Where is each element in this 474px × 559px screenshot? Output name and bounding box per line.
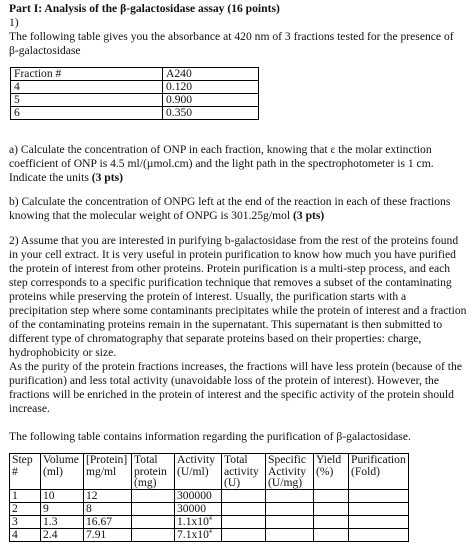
q2-line: of the contaminating proteins remain in the supernatant. This supernatant is then submitted to bbox=[9, 318, 443, 331]
purification-row bbox=[10, 528, 409, 541]
cell-activity: 30000 bbox=[175, 502, 222, 515]
q2-line: increase. bbox=[9, 402, 50, 415]
header-a240: A240 bbox=[163, 68, 259, 81]
cell-protein: 16.67 bbox=[84, 515, 132, 528]
cell-volume: 1.3 bbox=[41, 515, 84, 528]
question-1a-line-2: coefficient of ONP is 4.5 ml/(µmol.cm) and the light path in the spectrophotometer is 1 cm. bbox=[9, 157, 434, 170]
header-fraction: Fraction # bbox=[11, 68, 163, 81]
header-yield bbox=[314, 454, 349, 490]
fraction-cell: 5 bbox=[11, 94, 163, 107]
header-line: Total bbox=[134, 453, 158, 466]
absorbance-cell: 0.120 bbox=[163, 81, 259, 94]
exponent-mark: 4 bbox=[208, 528, 212, 535]
cell-purification-fold bbox=[349, 489, 409, 502]
cell-specific-activity bbox=[266, 528, 314, 541]
cell-purification-fold bbox=[349, 528, 409, 541]
header-specific-activity bbox=[266, 454, 314, 490]
cell-purification-fold bbox=[349, 515, 409, 528]
question-1-intro-line-1: The following table gives you the absorbance at 420 nm of 3 fractions tested for the presence of bbox=[9, 30, 454, 43]
purification-header-row bbox=[10, 454, 409, 490]
cell-total-protein bbox=[132, 528, 175, 541]
header-line: activity bbox=[224, 464, 259, 478]
header-line: Total bbox=[224, 453, 248, 466]
header-line: (Fold) bbox=[351, 464, 380, 478]
header-step bbox=[10, 454, 41, 490]
cell-yield bbox=[314, 489, 349, 502]
cell-specific-activity bbox=[266, 489, 314, 502]
header-line: (ml) bbox=[43, 464, 63, 478]
purification-row bbox=[10, 489, 409, 502]
header-volume bbox=[41, 454, 84, 490]
question-1b-text: knowing that the molecular weight of ONPG is 301.25g/mol bbox=[9, 209, 294, 222]
question-1a-text: Indicate the units bbox=[9, 171, 92, 184]
fraction-cell: 4 bbox=[11, 81, 163, 94]
question-1a-points: (3 pts) bbox=[91, 171, 123, 184]
absorbance-cell: 0.350 bbox=[163, 107, 259, 120]
cell-total-activity bbox=[222, 489, 266, 502]
cell-total-activity bbox=[222, 502, 266, 515]
part-title: Part I: Analysis of the β-galactosidase assay (16 points) bbox=[9, 2, 280, 15]
activity-value: 1.1x10 bbox=[177, 514, 209, 528]
q2-line: in your cell extract. It is very useful in protein purification to know how much you have purified bbox=[9, 248, 456, 261]
q2-line: proteins while preserving the protein of interest. Usually, the purification starts with a bbox=[9, 290, 407, 303]
header-line: Yield bbox=[316, 453, 342, 466]
q2-line: purification) and less total activity (unavoidable loss of the protein of interest). However, the bbox=[9, 374, 439, 387]
question-1b-line-2 bbox=[9, 209, 467, 223]
header-line: Specific bbox=[268, 453, 306, 466]
cell-volume: 2.4 bbox=[41, 528, 84, 541]
cell-yield bbox=[314, 515, 349, 528]
purification-row bbox=[10, 515, 409, 528]
cell-specific-activity bbox=[266, 515, 314, 528]
cell-yield bbox=[314, 502, 349, 515]
question-1a bbox=[9, 143, 467, 185]
q2-line: fractions will be enriched in the protein of interest and the specific activity of the protein should bbox=[9, 388, 454, 401]
fraction-cell: 6 bbox=[11, 107, 163, 120]
activity-value: 7.1x10 bbox=[177, 527, 209, 541]
header-line: Step bbox=[12, 453, 33, 466]
header-line: (mg) bbox=[134, 476, 157, 489]
cell-activity bbox=[175, 528, 222, 541]
cell-total-protein bbox=[132, 515, 175, 528]
header-protein-concentration bbox=[84, 454, 132, 490]
exponent-mark: 4 bbox=[208, 515, 212, 522]
cell-yield bbox=[314, 528, 349, 541]
absorbance-header-row bbox=[11, 68, 259, 81]
question-1b-points: (3 pts) bbox=[293, 209, 325, 222]
purification-table bbox=[9, 453, 409, 542]
cell-activity bbox=[175, 515, 222, 528]
cell-purification-fold bbox=[349, 502, 409, 515]
q2-line: different type of chromatography that separate proteins based on their properties: charge, bbox=[9, 332, 422, 345]
question-1a-line-1: a) Calculate the concentration of ONP in each fraction, knowing that ε the molar extinction bbox=[9, 143, 432, 156]
q2-line: step corresponds to a specific purification technique that removes a subset of the contaminating bbox=[9, 276, 452, 289]
purification-row bbox=[10, 502, 409, 515]
cell-activity: 300000 bbox=[175, 489, 222, 502]
absorbance-cell: 0.900 bbox=[163, 94, 259, 107]
header-line: (U/mg) bbox=[268, 476, 303, 489]
q2-line: hydrophobicity or size. bbox=[9, 346, 117, 359]
cell-volume: 10 bbox=[41, 489, 84, 502]
cell-protein: 12 bbox=[84, 489, 132, 502]
header-line: (U/ml) bbox=[177, 464, 209, 478]
document-page bbox=[9, 2, 467, 542]
absorbance-row bbox=[11, 107, 259, 120]
header-total-activity bbox=[222, 454, 266, 490]
cell-total-protein bbox=[132, 489, 175, 502]
absorbance-row bbox=[11, 94, 259, 107]
header-line: protein bbox=[134, 464, 167, 478]
header-activity bbox=[175, 454, 222, 490]
absorbance-table bbox=[10, 67, 259, 120]
header-total-protein bbox=[132, 454, 175, 490]
question-1b bbox=[9, 195, 467, 223]
q2-line: 2) Assume that you are interested in purifying b-galactosidase from the rest of the proteins found bbox=[9, 234, 459, 247]
cell-protein: 8 bbox=[84, 502, 132, 515]
cell-step: 3 bbox=[10, 515, 41, 528]
q2-line: the protein of interest from other proteins. Protein purification is a multi-step process, and each bbox=[9, 262, 451, 275]
header-line: (%) bbox=[316, 464, 334, 478]
cell-total-activity bbox=[222, 515, 266, 528]
header-line: mg/ml bbox=[86, 464, 117, 478]
cell-step: 1 bbox=[10, 489, 41, 502]
header-purification-fold bbox=[349, 454, 409, 490]
cell-protein: 7.91 bbox=[84, 528, 132, 541]
cell-volume: 9 bbox=[41, 502, 84, 515]
cell-step: 4 bbox=[10, 528, 41, 541]
header-line: Activity bbox=[268, 464, 306, 478]
question-1-intro-line-2: β-galactosidase bbox=[9, 44, 81, 57]
header-line: # bbox=[12, 464, 18, 478]
question-1b-line-1: b) Calculate the concentration of ONPG left at the end of the reaction in each of these fractions bbox=[9, 195, 451, 208]
header-line: Activity bbox=[177, 453, 215, 466]
header-line: [Protein] bbox=[86, 453, 128, 466]
header-line: Volume bbox=[43, 453, 79, 466]
q2-line: As the purity of the protein fractions increases, the fractions will have less protein (because of the bbox=[9, 360, 462, 373]
header-line: (U) bbox=[224, 476, 241, 489]
purification-intro: The following table contains information regarding the purification of β-galactosidase. bbox=[9, 430, 411, 443]
cell-total-protein bbox=[132, 502, 175, 515]
question-2-paragraph-1 bbox=[9, 234, 467, 360]
question-2-paragraph-2 bbox=[9, 360, 467, 416]
question-1a-line-3 bbox=[9, 171, 467, 185]
q2-line: precipitation step where some contaminants precipitates while the protein of interest and a fraction bbox=[9, 304, 467, 317]
cell-step: 2 bbox=[10, 502, 41, 515]
cell-specific-activity bbox=[266, 502, 314, 515]
question-1-number: 1) bbox=[9, 16, 19, 29]
absorbance-row bbox=[11, 81, 259, 94]
header-line: Purification bbox=[351, 453, 406, 466]
cell-total-activity bbox=[222, 528, 266, 541]
